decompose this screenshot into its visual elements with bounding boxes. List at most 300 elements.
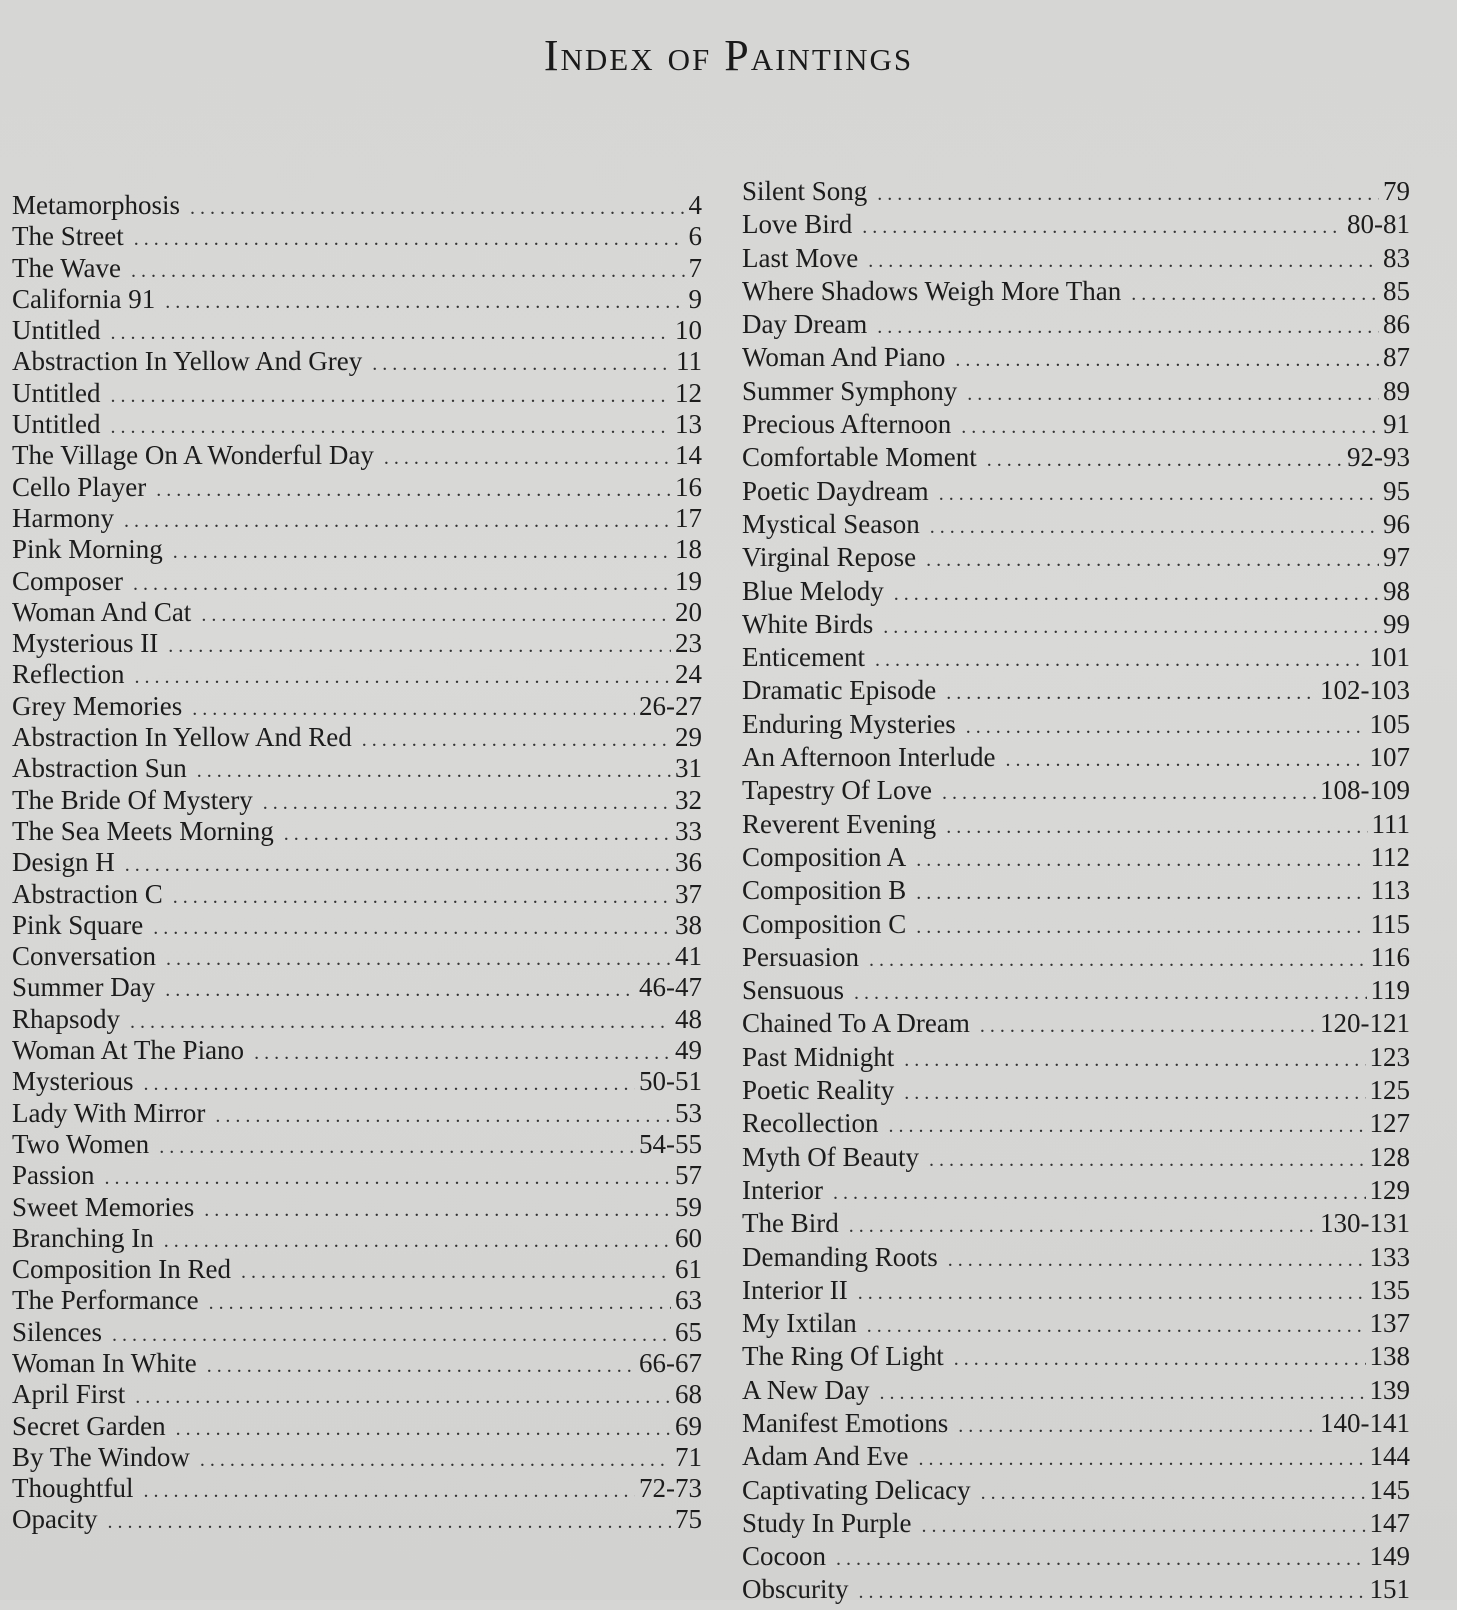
dot-leader [948,1244,1366,1277]
dot-leader [858,1576,1365,1609]
painting-title: Secret Garden [12,1410,166,1441]
painting-title: Design H [12,847,115,878]
page-number: 116 [1370,941,1410,972]
index-entry [742,1340,1410,1373]
painting-title: Conversation [12,941,156,972]
page-number: 33 [675,815,702,846]
painting-title: Rhapsody [12,1003,120,1034]
page-number: 127 [1369,1108,1410,1139]
painting-title: Enticement [742,642,865,673]
dot-leader [135,1382,671,1413]
painting-title: Where Shadows Weigh More Than [742,275,1122,306]
painting-title: Precious Afternoon [742,409,952,440]
index-entry [12,534,702,565]
index-entry [12,972,702,1003]
painting-title: Blue Melody [742,575,884,606]
index-entry [12,722,702,753]
page-number: 123 [1369,1041,1410,1072]
page-number: 125 [1369,1075,1410,1106]
index-entry [742,1241,1410,1274]
dot-leader [954,1343,1366,1376]
painting-title: Passion [12,1160,95,1191]
painting-title: Virginal Repose [742,542,917,573]
index-column-right [742,175,1410,1607]
index-entry [12,941,702,972]
painting-title: Composition A [742,841,907,872]
page-number: 147 [1369,1507,1410,1538]
index-entry [742,741,1410,774]
painting-title: Untitled [12,409,101,440]
index-entry [742,708,1410,741]
painting-title: Persuasion [742,941,859,972]
dot-leader [168,631,671,662]
painting-title: Pink Square [12,909,144,940]
dot-leader [930,511,1379,544]
page-number: 24 [675,659,702,690]
dot-leader [946,811,1367,844]
index-entry [742,175,1410,208]
page-number: 29 [675,722,702,753]
index-entry [742,508,1410,541]
index-entry [12,409,702,440]
dot-leader [904,1077,1365,1110]
dot-leader [159,1132,635,1163]
painting-title: Last Move [742,242,859,273]
page-number: 4 [688,190,702,220]
page-number: 36 [675,847,702,878]
page-number: 139 [1369,1374,1410,1405]
index-entry [12,190,702,221]
index-entry [12,1285,702,1316]
painting-title: California 91 [12,283,156,314]
dot-leader [124,506,671,537]
page-number: 46-47 [639,972,702,1003]
painting-title: Untitled [12,315,101,346]
dot-leader [987,444,1343,477]
index-entry [12,566,702,597]
page-number: 129 [1369,1174,1410,1205]
painting-title: Reflection [12,659,125,690]
dot-leader [125,850,671,881]
dot-leader [942,777,1316,810]
index-entry [742,1041,1410,1074]
dot-leader [833,1177,1366,1210]
page-number: 31 [675,753,702,784]
painting-title: Woman In White [12,1347,197,1378]
painting-title: The Village On A Wonderful Day [12,440,374,471]
index-entry [12,1442,702,1473]
dot-leader [284,819,671,850]
painting-title: The Street [12,221,124,252]
dot-leader [849,1210,1316,1243]
page-number: 17 [675,502,702,533]
painting-title: Summer Symphony [742,375,958,406]
dot-leader [111,381,672,412]
painting-title: Abstraction C [12,878,163,909]
dot-leader [888,1110,1365,1143]
dot-leader [966,711,1366,744]
painting-title: Abstraction In Yellow And Red [12,722,352,753]
painting-title: Poetic Daydream [742,475,929,506]
dot-leader [176,1414,671,1445]
dot-leader [836,1543,1366,1576]
index-entry [12,472,702,503]
index-entry [12,1004,702,1035]
index-entry [12,1254,702,1285]
dot-leader [916,844,1366,877]
index-entry [742,874,1410,907]
painting-title: Silences [12,1316,102,1347]
index-entry [742,275,1410,308]
dot-leader [173,537,671,568]
index-entry [12,1411,702,1442]
painting-title: Chained To A Dream [742,1008,970,1039]
index-entry [12,753,702,784]
index-entry [742,1507,1410,1540]
dot-leader [916,877,1366,910]
page-number: 72-73 [639,1473,702,1504]
page-number: 99 [1383,608,1410,639]
dot-leader [916,911,1366,944]
dot-leader [254,1038,671,1069]
painting-title: Reverent Evening [742,808,937,839]
painting-title: Day Dream [742,309,868,340]
painting-title: Opacity [12,1504,98,1535]
painting-title: Pink Morning [12,534,163,565]
page-number: 95 [1383,475,1410,506]
page-number: 59 [675,1191,702,1222]
dot-leader [955,344,1379,377]
page-number: 14 [675,440,702,471]
index-entry [742,1107,1410,1140]
index-entry [742,641,1410,674]
page-number: 120-121 [1320,1008,1410,1039]
page-number: 57 [675,1160,702,1191]
page-number: 49 [675,1035,702,1066]
page-number: 138 [1369,1341,1410,1372]
index-entry [12,1035,702,1066]
dot-leader [111,318,672,349]
index-entry [742,674,1410,707]
dot-leader [207,1351,635,1382]
page-number: 6 [688,221,702,252]
dot-leader [144,1069,636,1100]
dot-leader [200,1445,671,1476]
index-entry [12,315,702,346]
dot-leader [201,600,671,631]
index-entry [12,785,702,816]
painting-title: The Wave [12,252,122,283]
painting-title: By The Window [12,1441,190,1472]
dot-leader [981,1477,1366,1510]
painting-title: Poetic Reality [742,1075,895,1106]
page-number: 12 [675,377,702,408]
index-entry [742,808,1410,841]
painting-title: Adam And Eve [742,1441,909,1472]
dot-leader [868,245,1379,278]
page-number: 54-55 [639,1128,702,1159]
painting-title: A New Day [742,1374,870,1405]
page-number: 38 [675,909,702,940]
index-entry [742,208,1410,241]
painting-title: Sweet Memories [12,1191,195,1222]
painting-title: Untitled [12,377,101,408]
painting-title: My Ixtilan [742,1308,857,1339]
index-entry [12,1348,702,1379]
dot-leader [204,1195,671,1226]
page-number: 18 [675,534,702,565]
page-number: 23 [675,628,702,659]
index-entry [742,774,1410,807]
painting-title: Harmony [12,502,114,533]
painting-title: Two Women [12,1128,150,1159]
dot-leader [918,1443,1365,1476]
index-entry [12,284,702,315]
page-number: 53 [675,1097,702,1128]
index-entry [12,1504,702,1535]
painting-title: Past Midnight [742,1041,895,1072]
page-number: 87 [1383,342,1410,373]
painting-title: Mysterious [12,1066,134,1097]
page-number: 115 [1370,908,1410,939]
painting-title: An Afternoon Interlude [742,742,996,773]
dot-leader [130,1007,671,1038]
index-entry [742,1573,1410,1606]
index-entry [742,908,1410,941]
page-number: 37 [675,878,702,909]
painting-title: Composition C [742,908,907,939]
page-number: 96 [1383,508,1410,539]
painting-title: Captivating Delicacy [742,1474,971,1505]
dot-leader [190,193,685,224]
page-number: 140-141 [1320,1407,1410,1438]
index-entry [742,1474,1410,1507]
index-column-left [12,190,702,1536]
dot-leader [134,662,671,693]
dot-leader [131,256,684,287]
page-number: 61 [675,1254,702,1285]
page-number: 60 [675,1222,702,1253]
dot-leader [134,224,685,255]
dot-leader [946,677,1316,710]
index-entry [12,221,702,252]
painting-title: Manifest Emotions [742,1407,949,1438]
dot-leader [858,1277,1366,1310]
page-number: 92-93 [1347,442,1410,473]
dot-leader [958,1410,1316,1443]
painting-title: Composition In Red [12,1254,232,1285]
dot-leader [961,411,1379,444]
dot-leader [869,944,1367,977]
page-number: 26-27 [639,690,702,721]
index-entry [742,575,1410,608]
page-number: 119 [1370,975,1410,1006]
painting-title: Grey Memories [12,690,183,721]
painting-title: Cello Player [12,471,147,502]
painting-title: Cocoon [742,1541,826,1572]
index-entry [742,375,1410,408]
index-entry [12,346,702,377]
page-number: 130-131 [1320,1208,1410,1239]
painting-title: The Performance [12,1285,199,1316]
index-entry [742,974,1410,1007]
dot-leader [875,644,1366,677]
dot-leader [164,1226,671,1257]
dot-leader [967,378,1379,411]
page-number: 66-67 [639,1347,702,1378]
index-entry [742,608,1410,641]
index-entry [742,1274,1410,1307]
dot-leader [877,311,1379,344]
dot-leader [107,1507,671,1538]
index-entry [742,841,1410,874]
page-number: 151 [1369,1574,1410,1605]
page-number: 79 [1383,176,1410,206]
index-entry [12,816,702,847]
page-number: 111 [1371,808,1410,839]
painting-title: Abstraction Sun [12,753,187,784]
page-number: 32 [675,784,702,815]
painting-title: Myth Of Beauty [742,1141,919,1172]
dot-leader [1005,744,1365,777]
page-number: 68 [675,1379,702,1410]
page-number: 89 [1383,375,1410,406]
painting-title: Woman And Cat [12,596,192,627]
dot-leader [153,913,671,944]
painting-title: Interior II [742,1274,848,1305]
index-entry [742,341,1410,374]
painting-title: Comfortable Moment [742,442,977,473]
index-entry [742,1174,1410,1207]
dot-leader [854,977,1366,1010]
dot-leader [166,944,671,975]
painting-title: Enduring Mysteries [742,708,956,739]
painting-title: Lady With Mirror [12,1097,206,1128]
page-number: 101 [1369,642,1410,673]
index-entry [742,1540,1410,1573]
painting-title: The Sea Meets Morning [12,815,274,846]
dot-leader [192,694,635,725]
dot-leader [197,756,671,787]
painting-title: The Bride Of Mystery [12,784,253,815]
dot-leader [904,1044,1365,1077]
painting-title: White Birds [742,608,874,639]
index-entry [742,1141,1410,1174]
page-number: 128 [1369,1141,1410,1172]
index-entry [12,503,702,534]
page-number: 145 [1369,1474,1410,1505]
page-number: 50-51 [639,1066,702,1097]
page-number: 144 [1369,1441,1410,1472]
dot-leader [980,1010,1316,1043]
painting-title: Summer Day [12,972,156,1003]
index-entry [12,1473,702,1504]
index-entry [742,541,1410,574]
index-entry [742,1207,1410,1240]
dot-leader [372,349,672,380]
index-entry [742,1007,1410,1040]
page-number: 80-81 [1347,209,1410,240]
painting-title: Sensuous [742,975,845,1006]
dot-leader [173,882,671,913]
page-number: 11 [676,346,702,377]
page-number: 71 [675,1441,702,1472]
painting-title: Branching In [12,1222,154,1253]
painting-title: Woman At The Piano [12,1035,245,1066]
index-entry [12,910,702,941]
painting-title: Thoughtful [12,1473,134,1504]
index-entry [12,1379,702,1410]
painting-title: Silent Song [742,176,868,206]
page-number: 107 [1369,742,1410,773]
dot-leader [922,1510,1366,1543]
painting-title: Metamorphosis [12,190,180,220]
dot-leader [926,544,1379,577]
dot-leader [867,1310,1366,1343]
page-number: 63 [675,1285,702,1316]
page-title: Index of Paintings [543,31,914,80]
dot-leader [241,1257,671,1288]
dot-leader [362,725,671,756]
index-entry [12,659,702,690]
page-number: 102-103 [1320,675,1410,706]
painting-title: Interior [742,1174,823,1205]
painting-title: Abstraction In Yellow And Grey [12,346,363,377]
dot-leader [862,211,1343,244]
page-number: 112 [1370,841,1410,872]
dot-leader [165,975,635,1006]
dot-leader [215,1101,671,1132]
index-entry [742,941,1410,974]
painting-title: The Bird [742,1208,839,1239]
page-number: 149 [1369,1541,1410,1572]
index-entry [12,440,702,471]
page-number: 75 [675,1504,702,1535]
index-entry [742,242,1410,275]
page-number: 13 [675,409,702,440]
index-entry [742,1407,1410,1440]
page-number: 108-109 [1320,775,1410,806]
page-number: 86 [1383,309,1410,340]
dot-leader [105,1163,671,1194]
index-entry [742,475,1410,508]
dot-leader [877,178,1379,211]
painting-title: The Ring Of Light [742,1341,944,1372]
page-number: 98 [1383,575,1410,606]
page-number: 10 [675,315,702,346]
index-entry [12,378,702,409]
dot-leader [133,569,671,600]
dot-leader [894,578,1379,611]
dot-leader [879,1377,1365,1410]
index-entry [12,1160,702,1191]
page-number: 9 [688,283,702,314]
index-entry [12,1317,702,1348]
index-entry [12,1192,702,1223]
dot-leader [883,611,1379,644]
page-number: 91 [1383,409,1410,440]
index-entry [12,253,702,284]
index-entry [742,1074,1410,1107]
index-entry [12,597,702,628]
index-entry [12,1098,702,1129]
dot-leader [112,1320,671,1351]
page-number: 137 [1369,1308,1410,1339]
index-entry [12,879,702,910]
painting-title: Recollection [742,1108,879,1139]
painting-title: Study In Purple [742,1507,912,1538]
painting-title: Woman And Piano [742,342,946,373]
